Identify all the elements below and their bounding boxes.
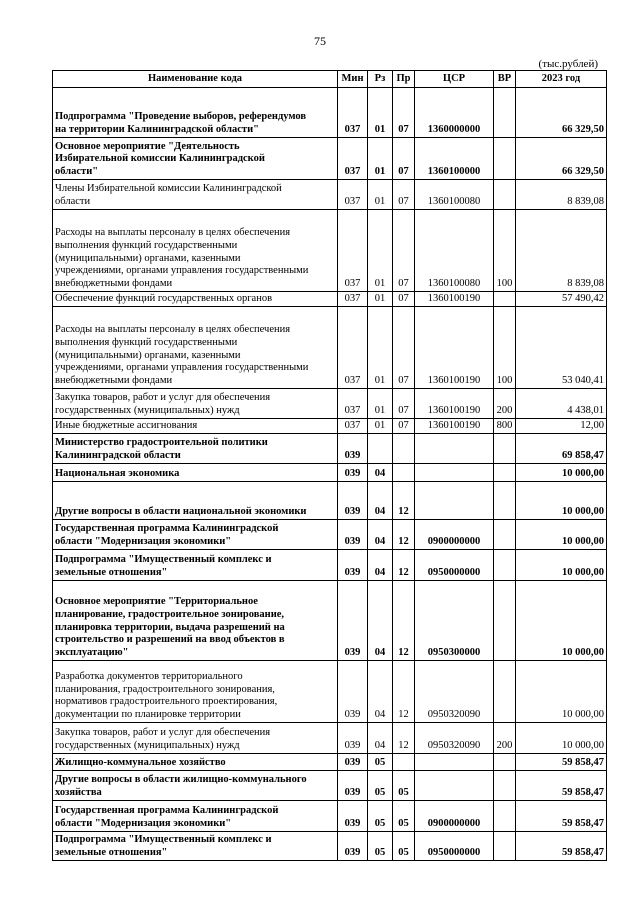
cell-rz: 05 xyxy=(368,771,393,801)
cell-min: 039 xyxy=(338,832,368,861)
cell-amount: 59 858,47 xyxy=(516,801,607,832)
cell-csr: 0950000000 xyxy=(415,832,494,861)
cell-csr xyxy=(415,771,494,801)
cell-vr xyxy=(494,482,516,520)
cell-amount: 12,00 xyxy=(516,419,607,434)
cell-csr: 0950320090 xyxy=(415,723,494,754)
cell-name: Государственная программа Калининградской области "Модернизация экономики" xyxy=(53,520,338,550)
cell-name: Жилищно-коммунальное хозяйство xyxy=(53,754,338,771)
cell-pr: 07 xyxy=(393,389,415,419)
cell-vr xyxy=(494,520,516,550)
cell-rz: 04 xyxy=(368,520,393,550)
cell-name: Разработка документов территориального планирования, градостроительного зонирования, нормативов градостроительного проектирования, документации по планировке территории xyxy=(53,661,338,723)
cell-name: Закупка товаров, работ и услуг для обеспечения государственных (муниципальных) нужд xyxy=(53,723,338,754)
cell-csr xyxy=(415,482,494,520)
cell-min: 039 xyxy=(338,754,368,771)
table-body xyxy=(53,88,607,861)
cell-csr: 1360100000 xyxy=(415,138,494,180)
cell-amount: 53 040,41 xyxy=(516,307,607,389)
cell-csr: 1360000000 xyxy=(415,88,494,138)
cell-min: 037 xyxy=(338,88,368,138)
cell-rz: 01 xyxy=(368,210,393,292)
table-row xyxy=(53,88,607,138)
cell-name: Подпрограмма "Имущественный комплекс и земельные отношения" xyxy=(53,832,338,861)
cell-name: Государственная программа Калининградской области "Модернизация экономики" xyxy=(53,801,338,832)
cell-csr: 0950000000 xyxy=(415,550,494,581)
cell-amount: 10 000,00 xyxy=(516,723,607,754)
table-row xyxy=(53,419,607,434)
cell-amount: 66 329,50 xyxy=(516,138,607,180)
cell-name: Другие вопросы в области национальной экономики xyxy=(53,482,338,520)
cell-vr: 100 xyxy=(494,307,516,389)
cell-csr: 1360100190 xyxy=(415,419,494,434)
cell-name: Министерство градостроительной политики Калининградской области xyxy=(53,434,338,464)
cell-pr xyxy=(393,464,415,482)
column-header-name: Наименование кода xyxy=(53,71,338,88)
table-row xyxy=(53,550,607,581)
cell-rz xyxy=(368,434,393,464)
cell-vr: 100 xyxy=(494,210,516,292)
cell-min: 039 xyxy=(338,550,368,581)
cell-min: 037 xyxy=(338,292,368,307)
cell-amount: 57 490,42 xyxy=(516,292,607,307)
cell-rz: 04 xyxy=(368,464,393,482)
cell-vr xyxy=(494,138,516,180)
cell-min: 037 xyxy=(338,180,368,210)
cell-min: 039 xyxy=(338,723,368,754)
cell-amount: 59 858,47 xyxy=(516,771,607,801)
cell-amount: 10 000,00 xyxy=(516,581,607,661)
table-row xyxy=(53,723,607,754)
cell-amount: 66 329,50 xyxy=(516,88,607,138)
cell-min: 039 xyxy=(338,661,368,723)
column-header-vr: ВР xyxy=(494,71,516,88)
cell-min: 039 xyxy=(338,581,368,661)
cell-vr xyxy=(494,661,516,723)
cell-rz: 05 xyxy=(368,754,393,771)
cell-vr xyxy=(494,581,516,661)
cell-min: 037 xyxy=(338,419,368,434)
cell-rz: 04 xyxy=(368,661,393,723)
cell-csr xyxy=(415,754,494,771)
table-row xyxy=(53,581,607,661)
cell-amount: 10 000,00 xyxy=(516,482,607,520)
cell-csr: 1360100190 xyxy=(415,292,494,307)
cell-pr xyxy=(393,434,415,464)
cell-csr: 1360100190 xyxy=(415,307,494,389)
cell-min: 037 xyxy=(338,307,368,389)
cell-pr: 07 xyxy=(393,307,415,389)
units-note: (тыс.рублей) xyxy=(538,58,598,70)
cell-csr: 0900000000 xyxy=(415,801,494,832)
cell-amount: 8 839,08 xyxy=(516,210,607,292)
cell-rz: 01 xyxy=(368,180,393,210)
table-row xyxy=(53,801,607,832)
cell-csr: 0950300000 xyxy=(415,581,494,661)
cell-min: 039 xyxy=(338,520,368,550)
cell-csr: 0950320090 xyxy=(415,661,494,723)
cell-amount: 59 858,47 xyxy=(516,754,607,771)
table-row xyxy=(53,464,607,482)
cell-pr: 07 xyxy=(393,292,415,307)
cell-pr: 07 xyxy=(393,138,415,180)
cell-amount: 10 000,00 xyxy=(516,550,607,581)
cell-vr xyxy=(494,180,516,210)
cell-pr: 12 xyxy=(393,661,415,723)
cell-pr: 12 xyxy=(393,581,415,661)
cell-name: Иные бюджетные ассигнования xyxy=(53,419,338,434)
cell-min: 039 xyxy=(338,464,368,482)
cell-name: Обеспечение функций государственных органов xyxy=(53,292,338,307)
cell-rz: 01 xyxy=(368,419,393,434)
cell-rz: 04 xyxy=(368,482,393,520)
cell-pr: 05 xyxy=(393,832,415,861)
cell-min: 037 xyxy=(338,389,368,419)
cell-vr xyxy=(494,754,516,771)
cell-vr: 800 xyxy=(494,419,516,434)
cell-vr xyxy=(494,88,516,138)
cell-name: Члены Избирательной комиссии Калининградской области xyxy=(53,180,338,210)
cell-pr: 12 xyxy=(393,482,415,520)
cell-pr: 07 xyxy=(393,210,415,292)
cell-csr xyxy=(415,464,494,482)
cell-csr: 1360100080 xyxy=(415,180,494,210)
cell-pr: 05 xyxy=(393,771,415,801)
cell-name: Расходы на выплаты персоналу в целях обеспечения выполнения функций государственными (муниципальными) органами, казенными учреждениями, органами управления государственными внебюджетными фондами xyxy=(53,307,338,389)
column-header-pr: Пр xyxy=(393,71,415,88)
cell-amount: 69 858,47 xyxy=(516,434,607,464)
cell-pr: 05 xyxy=(393,801,415,832)
cell-pr: 12 xyxy=(393,520,415,550)
cell-pr: 07 xyxy=(393,88,415,138)
table-row xyxy=(53,292,607,307)
cell-rz: 04 xyxy=(368,581,393,661)
column-header-csr: ЦСР xyxy=(415,71,494,88)
cell-name: Подпрограмма "Проведение выборов, референдумов на территории Калининградской области" xyxy=(53,88,338,138)
cell-vr xyxy=(494,771,516,801)
cell-rz: 04 xyxy=(368,723,393,754)
cell-rz: 01 xyxy=(368,138,393,180)
cell-min: 037 xyxy=(338,138,368,180)
cell-amount: 4 438,01 xyxy=(516,389,607,419)
cell-amount: 10 000,00 xyxy=(516,661,607,723)
cell-rz: 04 xyxy=(368,550,393,581)
cell-vr xyxy=(494,801,516,832)
table-row xyxy=(53,389,607,419)
cell-min: 039 xyxy=(338,434,368,464)
cell-pr: 07 xyxy=(393,180,415,210)
column-header-rz: Рз xyxy=(368,71,393,88)
cell-rz: 01 xyxy=(368,292,393,307)
cell-min: 037 xyxy=(338,210,368,292)
cell-name: Закупка товаров, работ и услуг для обеспечения государственных (муниципальных) нужд xyxy=(53,389,338,419)
table-row xyxy=(53,661,607,723)
cell-amount: 8 839,08 xyxy=(516,180,607,210)
budget-table xyxy=(52,70,607,861)
page-number: 75 xyxy=(314,34,326,48)
cell-pr: 12 xyxy=(393,550,415,581)
cell-csr: 1360100080 xyxy=(415,210,494,292)
cell-vr xyxy=(494,464,516,482)
table-row xyxy=(53,307,607,389)
cell-rz: 01 xyxy=(368,389,393,419)
cell-amount: 59 858,47 xyxy=(516,832,607,861)
cell-pr: 07 xyxy=(393,419,415,434)
table-row xyxy=(53,210,607,292)
cell-vr: 200 xyxy=(494,389,516,419)
table-row xyxy=(53,832,607,861)
cell-vr xyxy=(494,550,516,581)
cell-pr xyxy=(393,754,415,771)
cell-name: Национальная экономика xyxy=(53,464,338,482)
table-row xyxy=(53,434,607,464)
cell-min: 039 xyxy=(338,801,368,832)
cell-amount: 10 000,00 xyxy=(516,520,607,550)
table-row xyxy=(53,754,607,771)
cell-rz: 01 xyxy=(368,88,393,138)
column-header-min: Мин xyxy=(338,71,368,88)
cell-rz: 01 xyxy=(368,307,393,389)
cell-min: 039 xyxy=(338,771,368,801)
column-header-amount: 2023 год xyxy=(516,71,607,88)
cell-name: Основное мероприятие "Территориальное планирование, градостроительное зонирование, планировка территории, выдача разрешений на строительство и разрешений на ввод объектов в эксплуатацию" xyxy=(53,581,338,661)
cell-pr: 12 xyxy=(393,723,415,754)
cell-rz: 05 xyxy=(368,801,393,832)
cell-vr: 200 xyxy=(494,723,516,754)
cell-name: Подпрограмма "Имущественный комплекс и земельные отношения" xyxy=(53,550,338,581)
table-row xyxy=(53,482,607,520)
cell-name: Основное мероприятие "Деятельность Избирательной комиссии Калининградской области" xyxy=(53,138,338,180)
cell-vr xyxy=(494,292,516,307)
cell-amount: 10 000,00 xyxy=(516,464,607,482)
table-header-row xyxy=(53,71,607,88)
cell-vr xyxy=(494,832,516,861)
cell-name: Расходы на выплаты персоналу в целях обеспечения выполнения функций государственными (муниципальными) органами, казенными учреждениями, органами управления государственными внебюджетными фондами xyxy=(53,210,338,292)
cell-csr: 1360100190 xyxy=(415,389,494,419)
table-row xyxy=(53,180,607,210)
table-row xyxy=(53,138,607,180)
cell-vr xyxy=(494,434,516,464)
cell-csr: 0900000000 xyxy=(415,520,494,550)
table-row xyxy=(53,771,607,801)
cell-name: Другие вопросы в области жилищно-коммунального хозяйства xyxy=(53,771,338,801)
cell-min: 039 xyxy=(338,482,368,520)
cell-rz: 05 xyxy=(368,832,393,861)
cell-csr xyxy=(415,434,494,464)
table-row xyxy=(53,520,607,550)
